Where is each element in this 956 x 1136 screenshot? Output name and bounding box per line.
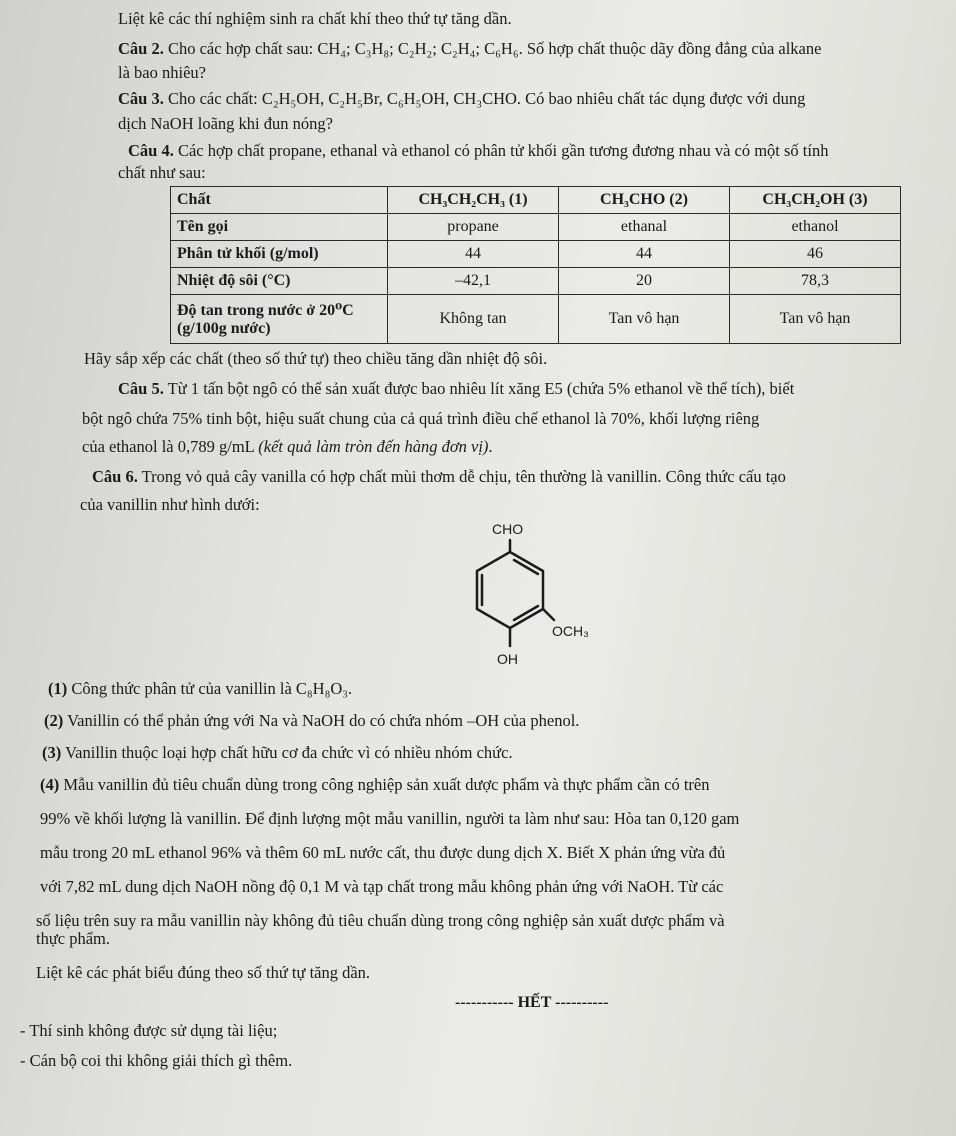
- cho-group-label: CHO: [492, 521, 524, 537]
- properties-table: [170, 186, 901, 344]
- question-6: [92, 466, 786, 488]
- och3-group-label: OCH₃: [552, 623, 589, 639]
- vanillin-structure: [440, 512, 630, 672]
- statement-1-text: Công thức phân tử của vanillin là C₈H₈O₃.: [67, 679, 353, 698]
- table-cell: Nhiệt độ sôi (°C): [171, 268, 388, 295]
- table-cell: –42,1: [388, 268, 559, 295]
- table-cell: propane: [388, 214, 559, 241]
- statement-4-label: (4): [40, 775, 60, 794]
- statement-3: [42, 742, 513, 764]
- table-cell-solubility-label: [171, 295, 388, 344]
- table-header-cell: CH₃CH₂CH₃ (1): [388, 187, 559, 214]
- question-5-label: Câu 5.: [118, 379, 164, 398]
- solubility-label-line2: (g/100g nước): [177, 320, 271, 337]
- table-cell: Tan vô hạn: [730, 295, 901, 344]
- table-header-cell: CH₃CHO (2): [559, 187, 730, 214]
- question-5-text3: của ethanol là 0,789 g/mL: [82, 437, 259, 456]
- question-6-text: Trong vỏ quả cây vanilla có hợp chất mùi thơm dễ chịu, tên thường là vanillin. Công thức cấu tạo: [137, 467, 786, 486]
- statement-2-text: Vanillin có thể phản ứng với Na và NaOH do có chứa nhóm –OH của phenol.: [63, 711, 580, 730]
- statement-4: [40, 774, 710, 796]
- table-cell: 20: [559, 268, 730, 295]
- question-5-text: Từ 1 tấn bột ngô có thể sản xuất được bao nhiêu lít xăng E5 (chứa 5% ethanol về thể tích), biết: [163, 379, 795, 398]
- table-header-row: [171, 187, 901, 214]
- question-5-text-cont2: [82, 436, 493, 458]
- statement-4-line2: 99% về khối lượng là vanillin. Để định lượng một mẫu vanillin, người ta làm như sau: Hòa tan 0,120 gam: [40, 809, 740, 828]
- statement-4-line6: thực phẩm.: [36, 929, 111, 948]
- question-2-text: Cho các hợp chất sau: CH₄; C₃H₈; C₂H₂; C₂H₄; C₆H₆. Số hợp chất thuộc dãy đồng đẳng của alkane: [163, 39, 822, 58]
- table-cell: Không tan: [388, 295, 559, 344]
- question-6-text-cont: của vanillin như hình dưới:: [80, 495, 260, 514]
- table-header-cell: CH₃CH₂OH (3): [730, 187, 901, 214]
- statement-4-line5: số liệu trên suy ra mẫu vanillin này không đủ tiêu chuẩn dùng trong công nghiệp sản xuất dược phẩm và: [36, 911, 725, 930]
- statement-3-label: (3): [42, 743, 62, 762]
- statement-2: [44, 710, 579, 732]
- table-cell: ethanal: [559, 214, 730, 241]
- question-5-text-cont: bột ngô chứa 75% tinh bột, hiệu suất chung của cả quá trình điều chế ethanol là 70%, khối lượng riêng: [82, 409, 760, 428]
- statement-1: [48, 678, 352, 700]
- question-5-end: .: [488, 437, 493, 456]
- table-cell: 46: [730, 241, 901, 268]
- statement-2-label: (2): [44, 711, 64, 730]
- table-row: [171, 268, 901, 295]
- table-cell: Phân tử khối (g/mol): [171, 241, 388, 268]
- question-4-text-cont: chất như sau:: [118, 163, 206, 182]
- table-cell: Tan vô hạn: [559, 295, 730, 344]
- table-cell: 78,3: [730, 268, 901, 295]
- statement-4-line4: với 7,82 mL dung dịch NaOH nồng độ 0,1 M và tạp chất trong mẫu không phản ứng với NaOH. Từ các: [40, 877, 724, 896]
- table-cell: 44: [559, 241, 730, 268]
- question-4: [128, 140, 828, 162]
- question-5: [118, 378, 794, 400]
- question-3-label: Câu 3.: [118, 89, 164, 108]
- statement-1-label: (1): [48, 679, 68, 698]
- statement-4-text: Mẫu vanillin đủ tiêu chuẩn dùng trong công nghiệp sản xuất dược phẩm và thực phẩm cần có trên: [59, 775, 710, 794]
- question-5-rounding-note: (kết quả làm tròn đến hàng đơn vị): [258, 437, 489, 456]
- table-cell: ethanol: [730, 214, 901, 241]
- intro-line: Liệt kê các thí nghiệm sinh ra chất khí theo thứ tự tăng dần.: [118, 9, 512, 28]
- question-6-final: Liệt kê các phát biểu đúng theo số thứ tự tăng dần.: [36, 963, 371, 982]
- exam-note-1: - Thí sinh không được sử dụng tài liệu;: [20, 1021, 278, 1040]
- oh-group-label: OH: [497, 651, 518, 667]
- exam-note-2: - Cán bộ coi thi không giải thích gì thêm.: [20, 1051, 293, 1070]
- question-3-text-cont: dịch NaOH loãng khi đun nóng?: [118, 114, 333, 133]
- question-2-text-cont: là bao nhiêu?: [118, 63, 206, 82]
- table-cell: Tên gọi: [171, 214, 388, 241]
- end-divider: ----------- HẾT ----------: [455, 994, 609, 1011]
- question-3-text: Cho các chất: C₂H₅OH, C₂H₅Br, C₆H₅OH, CH₃CHO. Có bao nhiêu chất tác dụng được với dung: [163, 89, 806, 108]
- question-3: [118, 88, 805, 110]
- question-4-footer: Hãy sắp xếp các chất (theo số thứ tự) theo chiều tăng dần nhiệt độ sôi.: [84, 349, 548, 368]
- question-2: [118, 38, 821, 60]
- question-2-label: Câu 2.: [118, 39, 164, 58]
- statement-4-line3: mẫu trong 20 mL ethanol 96% và thêm 60 mL nước cất, thu được dung dịch X. Biết X phản ứng vừa đủ: [40, 843, 726, 862]
- question-4-text: Các hợp chất propane, ethanal và ethanol có phân tử khối gần tương đương nhau và có một số tính: [173, 141, 829, 160]
- solubility-label-line1: Độ tan trong nước ở 20⁰C: [177, 302, 354, 319]
- question-6-label: Câu 6.: [92, 467, 138, 486]
- table-row: [171, 295, 901, 344]
- question-4-label: Câu 4.: [128, 141, 174, 160]
- table-row: [171, 241, 901, 268]
- table-row: [171, 214, 901, 241]
- table-cell: 44: [388, 241, 559, 268]
- statement-3-text: Vanillin thuộc loại hợp chất hữu cơ đa chức vì có nhiều nhóm chức.: [61, 743, 513, 762]
- table-header-cell: Chất: [171, 187, 388, 214]
